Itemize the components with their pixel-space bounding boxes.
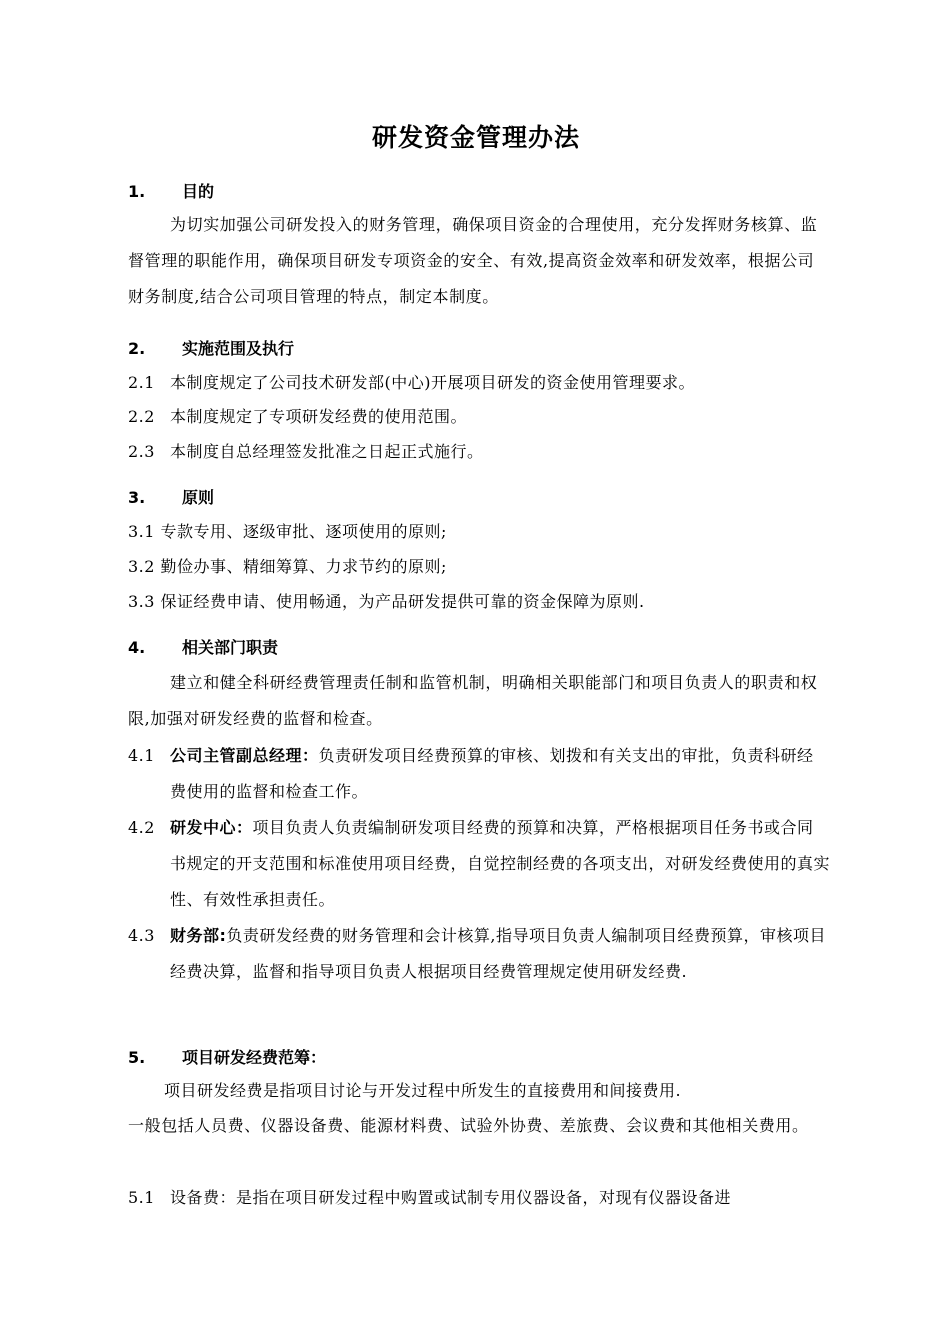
section-number: 3. xyxy=(128,488,146,507)
duty-label: 研发中心： xyxy=(170,818,253,837)
section-heading-5 xyxy=(128,1044,326,1072)
list-item: 3.2 勤俭办事、精细筹算、力求节约的原则; xyxy=(128,557,447,576)
duty-item: 4.2 研发中心：项目负责人负责编制研发项目经费的预算和决算，严格根据项目任务书或合同书规定的开支范围和标准使用项目经费，自觉控制经费的各项支出，对研发经费使用的真实性、有效性承担责任。 xyxy=(128,818,831,909)
duty-item: 4.3 财务部:负责研发经费的财务管理和会计核算,指导项目负责人编制项目经费预算，审核项目经费决算，监督和指导项目负责人根据项目经费管理规定使用研发经费. xyxy=(128,926,826,981)
section-number: 1. xyxy=(128,182,146,201)
list-item: 2.1 本制度规定了公司技术研发部(中心)开展项目研发的资金使用管理要求。 xyxy=(128,373,695,392)
section-paragraph: 项目研发经费是指项目讨论与开发过程中所发生的直接费用和间接费用. xyxy=(164,1081,682,1100)
section-title: 原则 xyxy=(182,488,215,507)
section-title: 实施范围及执行 xyxy=(182,339,295,358)
section-heading-3 xyxy=(128,484,214,512)
section-heading-2 xyxy=(128,335,294,363)
section-number: 2. xyxy=(128,339,146,358)
section-number: 5. xyxy=(128,1048,146,1067)
list-item: 2.3 本制度自总经理签发批准之日起正式施行。 xyxy=(128,442,484,461)
expense-item: 5.1 设备费：是指在项目研发过程中购置或试制专用仪器设备，对现有仪器设备进 xyxy=(128,1188,732,1207)
section-heading-4 xyxy=(128,634,278,662)
section-paragraph: 一般包括人员费、仪器设备费、能源材料费、试验外协费、差旅费、会议费和其他相关费用。 xyxy=(128,1116,809,1135)
section-title: 项目研发经费范筹： xyxy=(182,1048,327,1067)
section-title: 相关部门职责 xyxy=(182,638,279,657)
duty-item: 4.1 公司主管副总经理：负责研发项目经费预算的审核、划拨和有关支出的审批，负责科研经费使用的监督和检查工作。 xyxy=(128,746,814,801)
section-paragraph: 建立和健全科研经费管理责任制和监管机制，明确相关职能部门和项目负责人的职责和权限,加强对研发经费的监督和检查。 xyxy=(128,673,818,728)
section-heading-1 xyxy=(128,178,214,206)
section-paragraph: 为切实加强公司研发投入的财务管理，确保项目资金的合理使用，充分发挥财务核算、监督管理的职能作用，确保项目研发专项资金的安全、有效,提高资金效率和研发效率，根据公司财务制度,结合公司项目管理的特点，制定本制度。 xyxy=(128,215,818,306)
section-number: 4. xyxy=(128,638,146,657)
document-title: 研发资金管理办法 xyxy=(371,123,580,152)
list-item: 2.2 本制度规定了专项研发经费的使用范围。 xyxy=(128,407,468,426)
duty-label: 财务部: xyxy=(170,926,227,945)
section-title: 目的 xyxy=(182,182,215,201)
list-item: 3.3 保证经费申请、使用畅通，为产品研发提供可靠的资金保障为原则. xyxy=(128,592,645,611)
list-item: 3.1 专款专用、逐级审批、逐项使用的原则; xyxy=(128,522,447,541)
duty-label: 公司主管副总经理： xyxy=(170,746,319,765)
